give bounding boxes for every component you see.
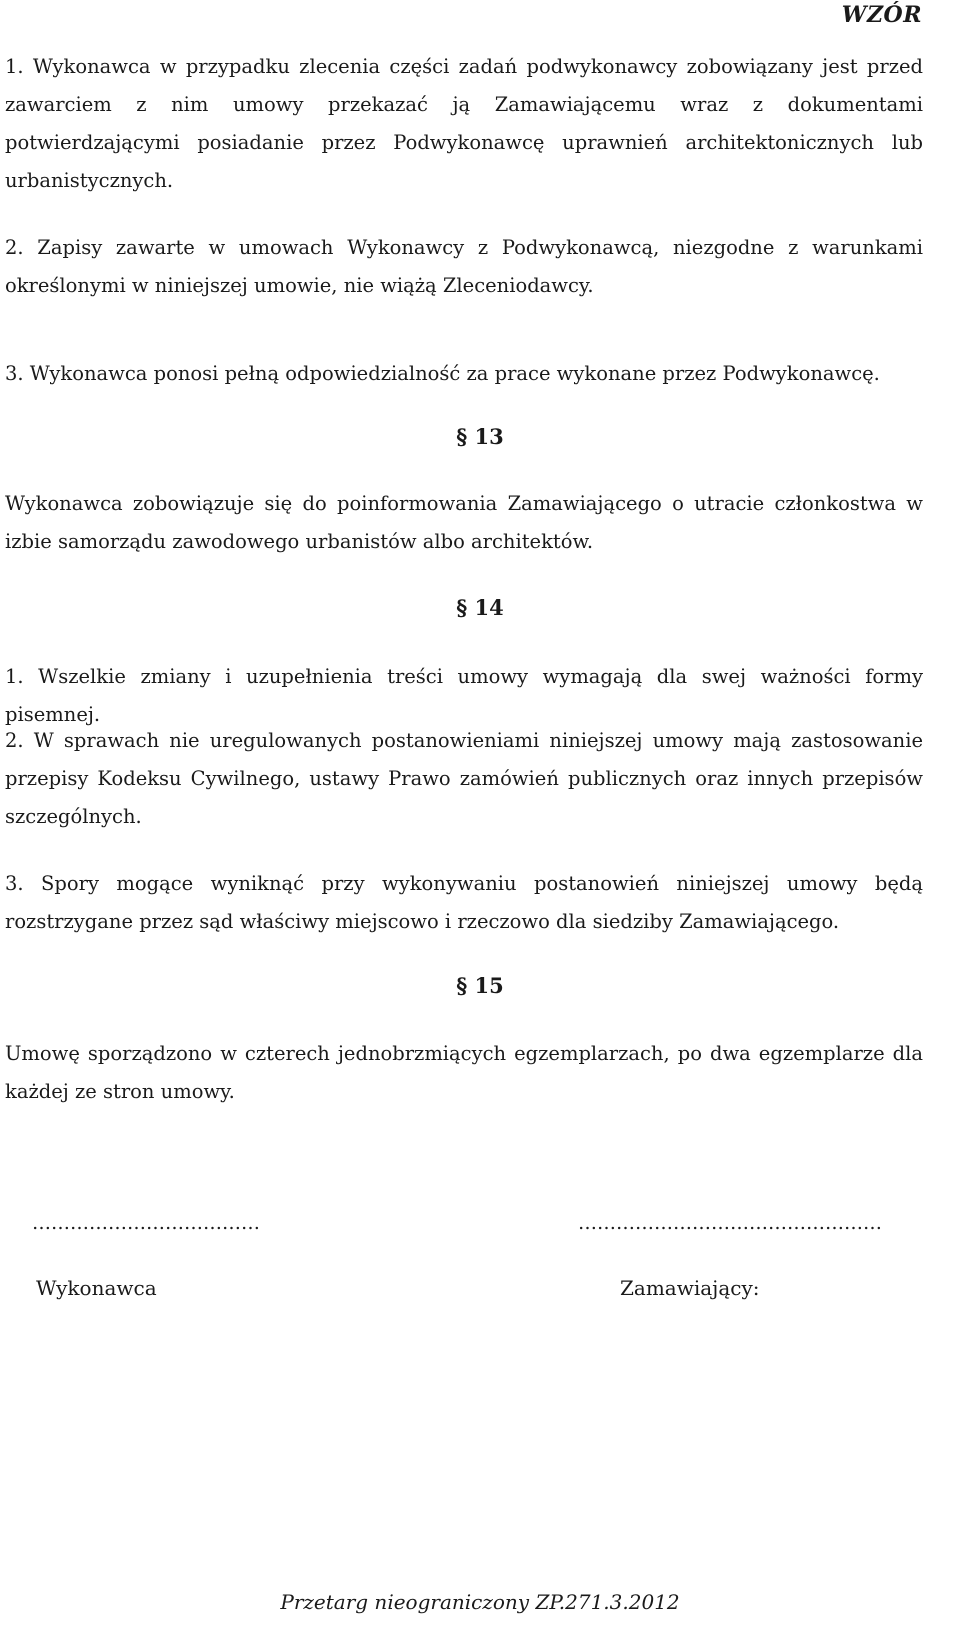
- section-14-heading: § 14: [456, 595, 504, 620]
- paragraph-13-1: Wykonawca zobowiązuje się do poinformowania Zamawiającego o utracie członkostwa w izbie samorządu zawodowego urbanistów albo architektów.: [5, 492, 923, 553]
- paragraph-12-3: 3. Wykonawca ponosi pełną odpowiedzialność za prace wykonane przez Podwykonawcę.: [5, 362, 880, 385]
- paragraph-14-1: 1. Wszelkie zmiany i uzupełnienia treści umowy wymagają dla swej ważności formy pisemnej.: [5, 665, 923, 726]
- paragraph-15-1: Umowę sporządzono w czterech jednobrzmiących egzemplarzach, po dwa egzemplarze dla każdej ze stron umowy.: [5, 1042, 923, 1103]
- section-13-heading: § 13: [456, 424, 504, 449]
- signature-label-client: Zamawiający:: [620, 1276, 760, 1300]
- document-mark: WZÓR: [841, 2, 922, 28]
- signature-line-client: …………………………………………: [578, 1212, 882, 1234]
- signature-line-contractor: ………………………………: [32, 1212, 260, 1234]
- paragraph-12-2: 2. Zapisy zawarte w umowach Wykonawcy z Podwykonawcą, niezgodne z warunkami określonymi w niniejszej umowie, nie wiążą Zleceniodawcy.: [5, 236, 923, 297]
- section-15-heading: § 15: [456, 973, 504, 998]
- paragraph-12-1: 1. Wykonawca w przypadku zlecenia części zadań podwykonawcy zobowiązany jest przed zawarciem z nim umowy przekazać ją Zamawiającemu wraz z dokumentami potwierdzającymi posiadanie przez Podwykonawcę uprawnień architektonicznych lub urbanistycznych.: [5, 55, 923, 192]
- signature-label-contractor: Wykonawca: [36, 1276, 157, 1300]
- page-footer: Przetarg nieograniczony ZP.271.3.2012: [280, 1590, 680, 1614]
- paragraph-14-3: 3. Spory mogące wyniknąć przy wykonywaniu postanowień niniejszej umowy będą rozstrzygane przez sąd właściwy miejscowo i rzeczowo dla siedziby Zamawiającego.: [5, 872, 923, 933]
- paragraph-14-2: 2. W sprawach nie uregulowanych postanowieniami niniejszej umowy mają zastosowanie przepisy Kodeksu Cywilnego, ustawy Prawo zamówień publicznych oraz innych przepisów szczególnych.: [5, 729, 923, 828]
